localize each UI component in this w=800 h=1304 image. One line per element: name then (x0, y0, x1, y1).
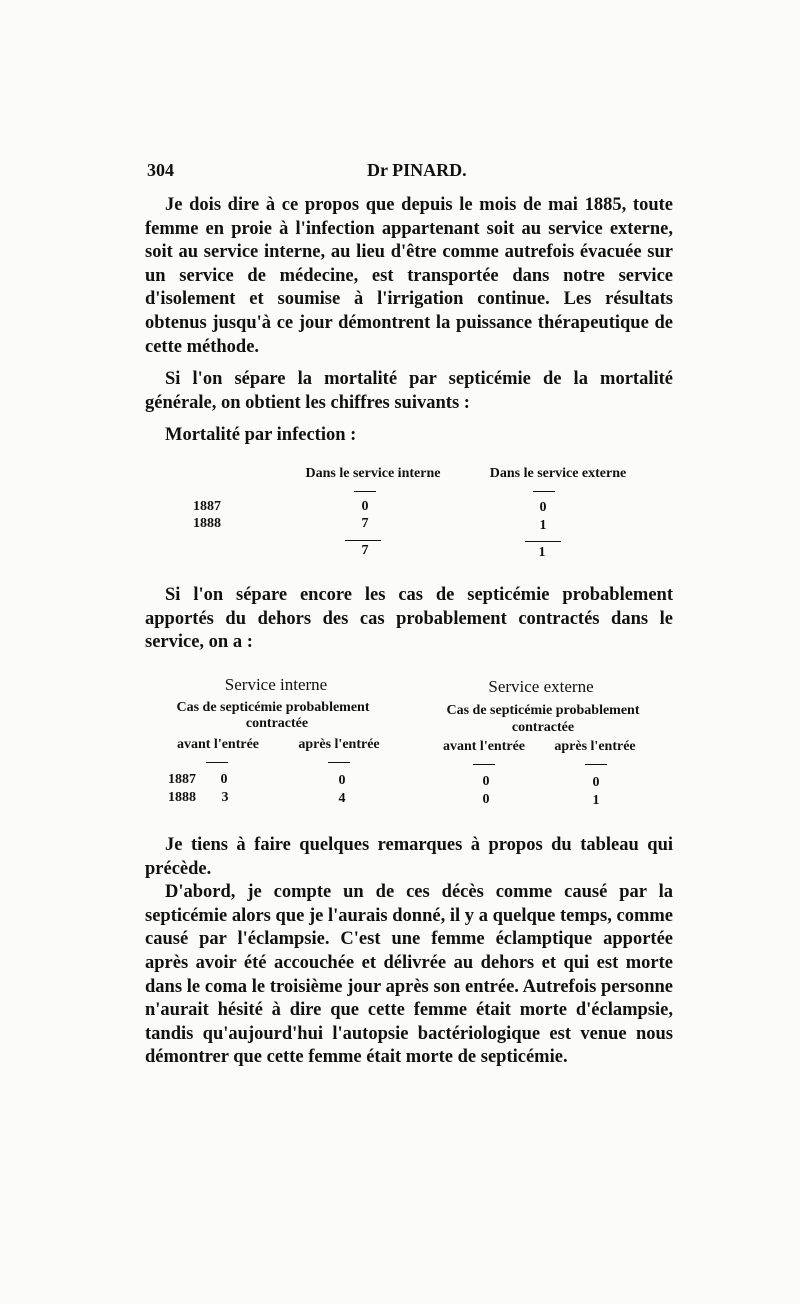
paragraph-text: Je tiens à faire quelques remarques à propos du tableau qui précède. (145, 835, 673, 879)
dash-rule (206, 762, 228, 763)
col-apres-interne: après l'entrée (298, 737, 380, 752)
dash-rule (473, 764, 495, 765)
cell-ext-apres: 1 (592, 793, 600, 808)
page-number: 304 (147, 160, 174, 180)
cell-int-apres: 0 (338, 773, 346, 788)
cell-interne: 7 (361, 516, 369, 531)
col-avant-externe: avant l'entrée (442, 739, 526, 754)
dash-rule (533, 491, 555, 492)
cell-int-avant: 0 (220, 772, 228, 787)
paragraph-text: Mortalité par infection : (165, 425, 357, 445)
total-interne: 7 (361, 543, 369, 558)
sum-rule (525, 541, 561, 542)
paragraph-text: D'abord, je compte un de ces décès comme causé par la septicémie alors que je l'aurais donné, il y a quelque temps, comme causé par l'éclampsie. C'est une femme éclamptique apportée après avoir été accouchée et délivrée au dehors et qui est morte dans le coma le troisième jour après son entrée. Autrefois personne n'aurait hésité à dire que cette femme était morte d'éclampsie, tandis qu'aujourd'hui l'autopsie bactériologique est venue nous démontrer que cette femme était morte de septicémie. (145, 882, 673, 1068)
paragraph-text: Je dois dire à ce propos que depuis le mois de mai 1885, toute femme en proie à l'infection appartenant soit au service externe, soit au service interne, au lieu d'être comme autrefois évacuée sur un service de médecine, est transportée dans notre service d'isolement et soumise à l'irrigation continue. Les résultats obtenus jusqu'à ce jour démontrent la puissance thérapeutique de cette méthode. (145, 195, 673, 357)
running-header (147, 160, 672, 190)
paragraph-3 (145, 424, 673, 448)
cell-externe: 1 (539, 518, 547, 533)
col-header-externe: Dans le service externe (489, 466, 627, 481)
col-apres-externe: après l'entrée (554, 739, 636, 754)
cell-externe: 0 (539, 500, 547, 515)
cell-ext-avant: 0 (482, 774, 490, 789)
row-year: 1888 (168, 790, 196, 805)
subheader-line1-externe: Cas de septicémie probablement (446, 703, 640, 718)
total-externe: 1 (538, 545, 546, 560)
paragraph-2 (145, 368, 673, 415)
col-avant-interne: avant l'entrée (176, 737, 260, 752)
dash-rule (585, 764, 607, 765)
dash-rule (354, 491, 376, 492)
cell-int-apres: 4 (338, 791, 346, 806)
paragraph-1 (145, 194, 673, 359)
row-year: 1887 (193, 499, 221, 514)
sum-rule (345, 540, 381, 541)
group-header-externe: Service externe (488, 677, 594, 696)
cell-ext-avant: 0 (482, 792, 490, 807)
paragraph-text: Si l'on sépare encore les cas de septicémie probablement apportés du dehors des cas probablement contractés dans le service, on a : (145, 585, 673, 653)
row-year: 1888 (193, 516, 221, 531)
cell-interne: 0 (361, 499, 369, 514)
running-title: Dr PINARD. (367, 160, 467, 180)
row-year: 1887 (168, 772, 196, 787)
subheader-line1-interne: Cas de septicémie probablement (176, 700, 370, 715)
col-header-interne: Dans le service interne (305, 466, 441, 481)
subheader-line2-externe: contractée (511, 720, 575, 735)
dash-rule (328, 762, 350, 763)
subheader-line2-interne: contractée (245, 716, 309, 731)
paragraph-text: Si l'on sépare la mortalité par septicémie de la mortalité générale, on obtient les chiffres suivants : (145, 369, 673, 413)
cell-int-avant: 3 (221, 790, 229, 805)
paragraph-4 (145, 584, 673, 655)
group-header-interne: Service interne (224, 675, 328, 694)
paragraph-5 (145, 834, 673, 1070)
cell-ext-apres: 0 (592, 775, 600, 790)
